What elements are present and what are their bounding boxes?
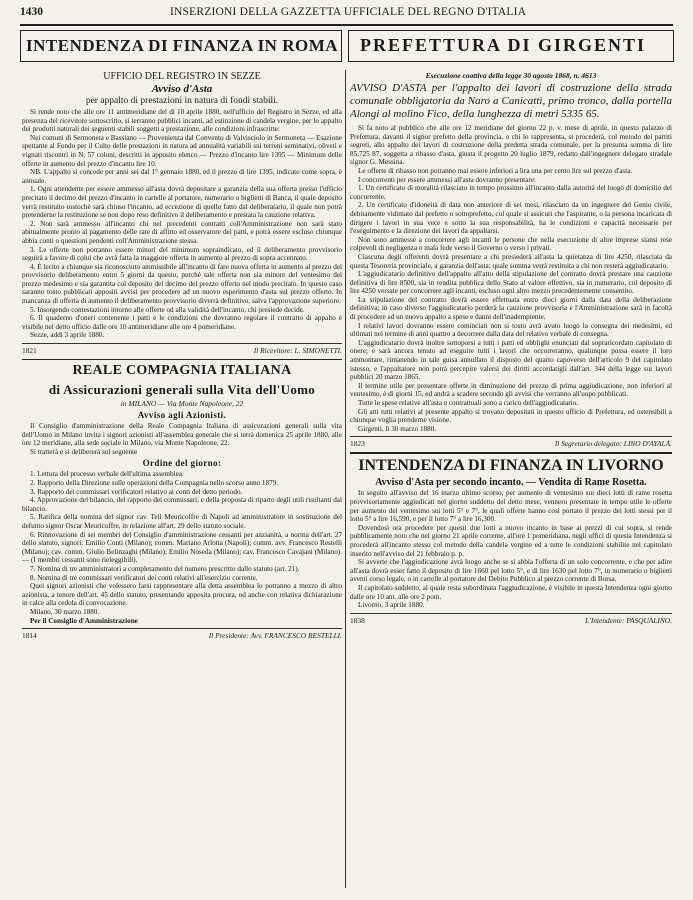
column-divider — [345, 70, 346, 888]
divider — [22, 359, 342, 360]
paragraph: Le offerte di ribasso non potranno mai essere inferiori a lira una per cento lire sul prezzo d'asta. — [358, 166, 633, 175]
paragraph: 1. Un certificato di moralità rilasciato in tempo prossimo all'incanto dalla autorità del luogo di domicilio del concorrente. — [350, 184, 672, 201]
notice-date: Livorno, 3 aprile 1880. — [358, 601, 425, 610]
notice-compagnia — [22, 363, 342, 640]
paragraph: La stipulazione del contratto dovrà essere effettuata entro dieci giorni dalla data della deliberazione definitiva; in caso diverso l'aggiudicatario perderà la cauzione provvisoria e l'Amministrazione sarà in facoltà di procedere ad un nuovo appalto a spese e danni dell'inadempiente. — [350, 295, 672, 322]
page-title: INSERZIONI DELLA GAZZETTA UFFICIALE DEL REGNO D'ITALIA — [170, 6, 527, 18]
paragraph: L'aggiudicatario dovrà inoltre sottoporsi a tutti i patti ed obblighi enunciati dal sopraricordato capitolato di onere; e sarà ancora tenuto ad eseguire tutti i lavori che occorreranno, qualunque possa essere il loro ammontare, rimanendo in tale guisa annullato il disposto del quarto capoverso dell'articolo 9 del capitolato istesso, e l'appaltatore non potrà percepire valersi dei diritti accordatigli dall'art. 344 della legge sui lavori pubblici 20 marzo 1865. — [350, 338, 672, 382]
notice-date: Girgenti, lì 30 marzo 1880. — [358, 424, 437, 433]
paragraph: Si rende noto che alle ore 11 antimeridiane del dì 18 aprile 1880, nell'ufficio del Registro in Sezze, ed alla presenza del ricevitore sottoscritto, si terranno pubblici incanti, ad estinzione di candela vergine, per lo appalto dei prodotti naturali dei seguenti stabili soggetti a prestazione, alle condizioni infrascritte: — [22, 108, 342, 134]
paragraph: Dovendosi ora procedere per questi due lotti a nuovo incanto in base ai prezzi di cui sopra, si rende pubblicamente noto che nel giorno 21 aprile corrente, all'ore 1 pomeridiana, negli uffici di questa Intendenza si procederà all'incanto stesso col metodo della candela vergine ed a tutte le condizioni stabilite nel capitolato inserito nell'avviso del 21 febbraio p. p. — [350, 523, 672, 558]
notice-number: 1823 — [350, 439, 365, 449]
left-column — [22, 70, 342, 890]
compagnia-subtitle: di Assicurazioni generali sulla Vita dell'Uomo — [48, 382, 316, 398]
notice-girgenti — [350, 71, 672, 448]
notice-footer — [22, 628, 342, 640]
notice-footer — [22, 343, 342, 355]
signature: L'Intendente: PASQUALINO. — [585, 615, 672, 625]
paragraph: 4. È lecito a chiunque sia riconosciuto ammissibile all'incanto di fare nuova offerta in aumento al prezzo del provvisorio deliberamento entro 5 giorni da questo, purchè tale offerta non sia minore del ventesimo del prezzo medesimo e sia garantita col deposito del decimo del prezzo offerto nel modo precitato. In questo caso saranno tosto pubblicati appositi avvisi per procedere ad un nuovo esperimento d'asta sul prezzo offerto. In mancanza di offerta di aumento il deliberamento provvisorio diverrà definitivo, salva l'approvazione superiore. — [22, 262, 342, 306]
paragraph: 2. Non sarà ammesso all'incanto chi nel precedenti contratti coll'Amministrazione non sarà stato abitualmente pronto al pagamento delle rate di affitto ed osservatore dei patti, e potrà essere escluso chiunque abbia conti o questioni pendenti coll'Amministrazione stessa. — [22, 219, 342, 245]
paragraph: 1. Ogni attendente per essere ammesso all'asta dovrà depositare a garanzia della sua offerta presso l'ufficio precitato il decimo del prezzo d'incanto in cartelle al portatore, numerario o biglietti di Banca, il quale deposito verrà restituito tostochè sarà chiuso l'incanto, ad eccezione di quello fatto dal deliberatario, il quale non potrà pretenderne la restituzione se non dopo reso definitivo il deliberamento e prestata la cauzione relativa. — [22, 185, 342, 220]
paragraph: In seguito all'avviso del 16 marzo ultimo scorso, per aumento di ventesimo sui dieci lotti di rame rosetta provvisoriamente aggiudicati nel giorno suddetto del detto mese, vennero presentate in tempo utile le offerte per aumento del ventesimo sui lotti 5° e 7°, le quali offerte hanno così portato il prezzo dei lotti stessi per il lotto 5° a lire 16,590, e per il lotto 7° a lire 16,300. — [350, 489, 672, 524]
notice-date: Milano, 30 marzo 1880. — [30, 607, 100, 616]
notice-number: 1838 — [350, 615, 365, 625]
ordine-del-giorno: Ordine del giorno: — [142, 458, 222, 469]
divider — [350, 452, 672, 454]
paragraph: I relativi lavori dovranno essere cominciati non si tosto avrà avuto luogo la consegna dei medesimi, ed ultimati nel termine di anni quattro a decorrere dalla data del relativo verbale di consegna. — [350, 321, 672, 339]
compagnia-title: REALE COMPAGNIA ITALIANA — [72, 363, 292, 379]
paragraph: Il Consiglio d'amministrazione della Reale Compagnia Italiana di assicurazioni generali sulla vita dell'Uomo in Milano invita i signori azionisti all'assemblea generale che si terrà domenica 25 aprile 1880, alle ore 12 meridiane, alla sede sociale in Milano, via Monte Napoleone, 22. — [22, 422, 342, 448]
notice-number: 1814 — [22, 631, 37, 641]
avviso-azionisti: Avviso agli Azionisti. — [137, 410, 227, 421]
paragraph: 2. Un certificato d'idoneità di data non anteriore di sei mesi, rilasciato da un ingegnere del Genio civile, debitamente vidimato dal prefetto o sottoprefetto, col quale si assicuri che l'aspirante, o la persona incaricata di dirigere i lavori in sua vece e sotto la sua responsabilità, ha le condizioni e capacità necessarie per l'eseguimento e la direzione dei lavori da appaltarsi. — [350, 201, 672, 236]
list-item: 2. Rapporto della Direzione sulle operazioni della Compagnia nello scorso anno 1879. — [30, 479, 279, 487]
avviso-title: Avviso d'Asta — [151, 83, 213, 95]
header-rule — [20, 24, 673, 26]
paragraph: Tutte le spese relative all'asta e contrattuali sono a carico dell'aggiudicatario. — [358, 399, 579, 407]
paragraph: Il capitolato suddetto, al quale resta subordinata l'aggiudicazione, è visibile in questa Intendenza ogni giorno dalle ore 10 ant. alle ore 2 pom. — [350, 583, 672, 601]
page-number: 1430 — [20, 6, 43, 18]
paragraph: Nei comuni di Sermoneta e Bassiano — Provenienza dal Convento di Valvisciolo in Sermoneta — Esazione spettante al Fondo per il Culto delle prestazioni in natura ad annualità variabili sui terreni seminativi, oliveti e vignati riscontri in N. 57 coloni, descritti in apposito elenco — Prezzo d'incanto lire 1395 — Minimum delle offerte in aumento del prezzo d'incanto lire 10. — [22, 133, 342, 168]
paragraph: I concorrenti per essere ammessi all'asta dovranno presentare: — [358, 175, 536, 184]
list-item: 4. Approvazione del bilancio, del rapporto dei commissari, e della proposta di riparto degli utili risultanti dal bilancio. — [22, 496, 342, 513]
intendenza-livorno-title: INTENDENZA DI FINANZA IN LIVORNO — [358, 457, 664, 475]
paragraph: Non sono ammesse a concorrere agli incanti le persone che nella esecuzione di altre imprese siansi rese colpevoli di negligenza o mala fede verso il Governo o verso i privati. — [350, 235, 672, 253]
paragraph: NB. L'appalto si concede per anni sei dal 1° gennaio 1880, ed il prezzo di lire 1395, indicato come sopra, è annuale. — [22, 168, 342, 185]
paragraph: 6. Il quaderno d'oneri contenente i patti e le condizioni che dovranno regolare il contratto di appalto è visibile nel detto ufficio dalle ore 10 antimeridiane alle ore 4 pomeridiane. — [22, 314, 342, 331]
livorno-subtitle: Avviso d'Asta per secondo incanto. — Vendita di Rame Rosetta. — [375, 477, 647, 489]
notice-footer — [350, 613, 672, 625]
paragraph: Si avverte che l'aggiudicazione avrà luogo anche se si abbia l'offerta di un solo concorrente, e che per adire all'asta dovrà esser fatto il deposito di lire 1660 pel lotto 5°, e di lire 1630 pel lotto 7°, in numerario o biglietti aventi corso legale, o in cartelle al portatore del Debito Pubblico al prezzo corrente di Borsa. — [350, 558, 672, 584]
notice-subject: per appalto di prestazioni in natura di fondi stabili. — [85, 96, 279, 106]
prefettura-girgenti-title: PREFETTURA DI GIRGENTI — [360, 35, 647, 55]
notice-livorno — [350, 457, 672, 624]
execution-note: Esecuzione coattiva della legge 30 agosto 1868, n. 4613 — [425, 71, 597, 80]
consiglio-line: Per il Consiglio d'Amministrazione — [30, 616, 138, 625]
paragraph: 5. Insorgendo contestazioni intorno alle offerte od alla validità dell'incanto, chi presiede decide. — [30, 305, 305, 314]
paragraph: 3. Le offerte non potranno essere minori del minimum sopraindicato, ed il deliberamento provvisorio seguirà a favore di colui che avrà fatta la maggiore offerta in aumento al prezzo di sopra accennato. — [22, 245, 342, 263]
signature: Il Segretario delegato: LINO D'AYALA. — [554, 439, 672, 449]
notice-number: 1821 — [22, 346, 37, 356]
list-item: 1. Lettura del processo verbale dell'ultima assemblea. — [30, 470, 184, 479]
paragraph: Gli atti tutti relativi al presente appalto si trovano depositati in questo ufficio di Prefettura, ed ostensibili a chiunque voglia prenderne visione. — [350, 407, 672, 425]
list-item: 7. Nomina di tre amministratori a completamento del numero prescritto dallo statuto (art. 21). — [30, 564, 300, 573]
paragraph: Si tratterà e si delibererà sul seguente — [30, 447, 138, 456]
paragraph: Si fa noto al pubblico che alle ore 12 meridiane del giorno 22 p. v. mese di aprile, in questo palazzo di Prefettura, davanti il signor prefetto della provincia, o chi lo rappresenta, si procederà, col metodo dei partiti segreti, allo appalto dei lavori di costruzione della predetta strada comunale, per la presunta somma di lire 85,725 87, soggetta a ribasso d'asta, giusta il progetto 20 luglio 1879, redatto dall'ingegnere delegato stradale signor G. Messina. — [350, 124, 672, 167]
paragraph: Quei signori azionisti che volessero farsi rappresentare alla detta assemblea lo potranno a mezzo di altro azionista, a tenore dell'art. 45 dello statuto, presentando apposita procura, od anche con relativa dichiarazione in calce alla cedola di convocazione. — [22, 582, 342, 608]
page-header — [20, 6, 673, 22]
compagnia-address: in MILANO — Via Monte Napoleone, 22 — [120, 399, 244, 409]
list-item: 3. Rapporto dei commissari verificatori relativo ai conti del detto periodo. — [30, 487, 243, 496]
list-item: 5. Ratifica della nomina del signor cav. Tell Meuricoffre di Napoli ad amministratore in sostituzione del defunto signor Oscar Meuricoffre, in relazione all'art. 29 dello statuto sociale. — [22, 513, 342, 530]
paragraph: L'aggiudicatario definitivo dell'appalto all'atto della stipulazione del contratto dovrà prestare una cauzione definitiva di lire 8500, sia in rendita pubblica dello Stato al valore effettivo, sia in numerario, col deposito di lire 4250 versate per concorrere agli incanti, escluso ogni altro mezzo precedentemente consentito. — [350, 270, 672, 296]
list-item: 6. Rinnovazione di sei membri del Consiglio d'amministrazione cessanti per anzianità, a norma dell'art. 27 dello statuto, signori: Emilio Conti (Milano); comm. Mariano Arlotta (Napoli); comm. avv. Francesco Restelli (Milano); cav. comm. Giulio Belinzaghi (Milano); Emilio Noseda (Milano); cav. Francesco Cavajani (Milano). — (I membri cessanti sono rieleggibili). — [22, 530, 342, 565]
avviso-asta-text: AVVISO D'ASTA per l'appalto dei lavori di costruzione della strada comunale obbligatoria da Naro a Canicattì, primo tronco, dalla portella Alongi al molino Fico, della lunghezza di metri 5335 65. — [350, 82, 672, 120]
notice-roma — [22, 71, 342, 355]
notice-footer — [350, 436, 672, 448]
signature: Il Presidente: Avv. FRANCESCO RESTELLI. — [208, 631, 342, 641]
list-item: 8. Nomina di tre commissari verificatori dei conti relativi all'esercizio corrente. — [30, 573, 258, 582]
paragraph: Ciascuna degli offerenti dovrà presentare a chi presiederà all'asta la quietanza di lire 4250, rilasciata da questa Tesoreria provinciale, a garanzia dell'asta: quale somma verrà restituita a chi non resterà aggiudicatario. — [350, 252, 672, 270]
office-title: UFFICIO DEL REGISTRO IN SEZZE — [103, 71, 261, 82]
intendenza-roma-title: INTENDENZA DI FINANZA IN ROMA — [26, 36, 339, 55]
signature: Il Ricevitore: L. SIMONETTI. — [253, 346, 342, 356]
right-column — [350, 70, 672, 890]
notice-date: Sezze, addì 3 aprile 1880. — [30, 331, 105, 340]
paragraph: Il termine utile per presentare offerte in diminuzione del prezzo di prima aggiudicazione, non inferiori al ventesimo, è di giorni 15, ed andrà a scadere secondo gli avvisi che verranno all'uopo pubblicati. — [350, 381, 672, 399]
